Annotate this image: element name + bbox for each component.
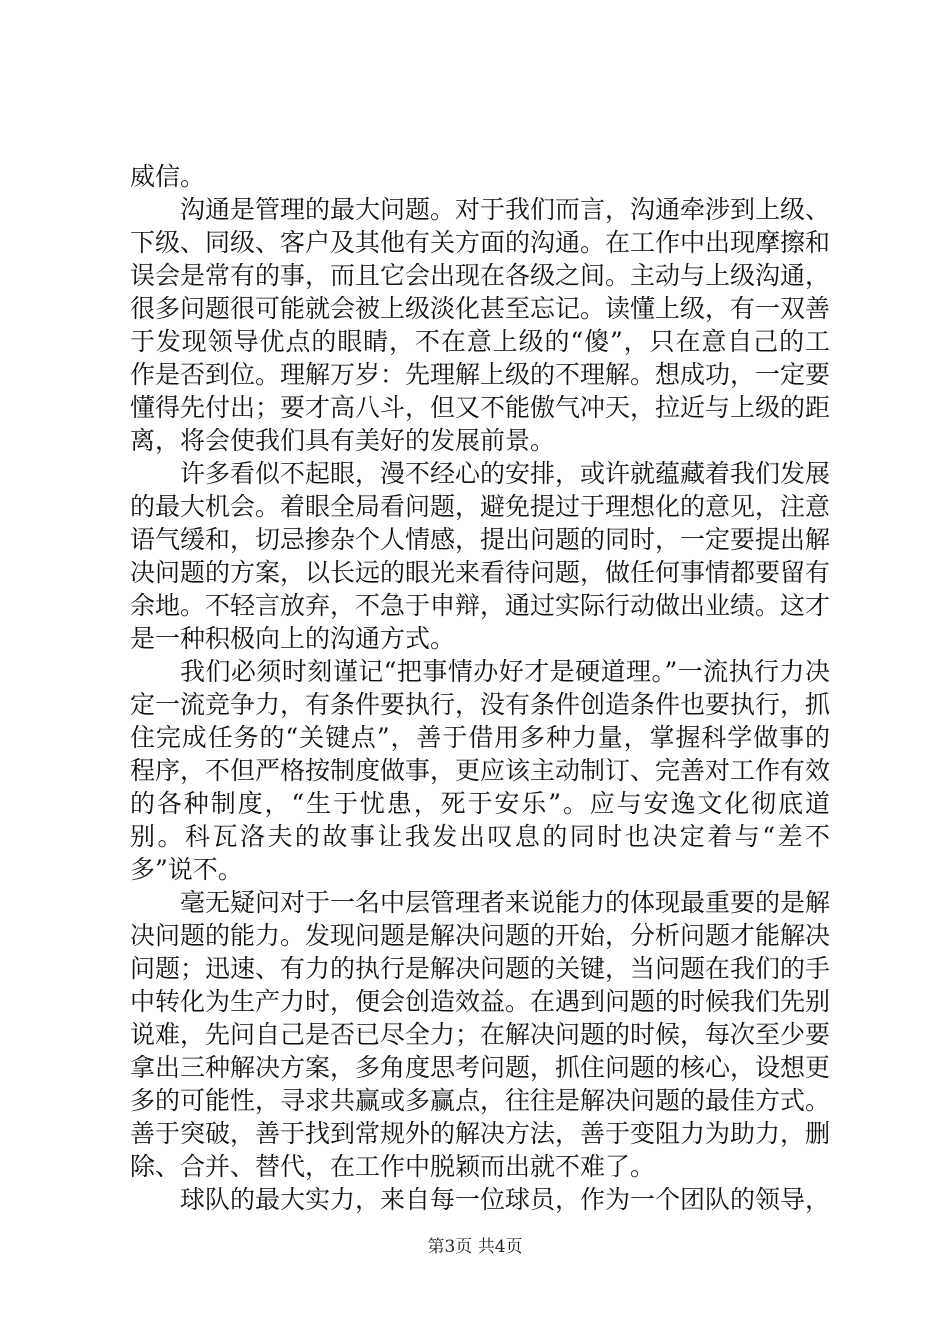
paragraph-5: 毫无疑问对于一名中层管理者来说能力的体现最重要的是解决问题的能力。发现问题是解决问题的开始，分析问题才能解决问题；迅速、有力的执行是解决问题的关键，当问题在我们的手中转化为生产力时，便会创造效益。在遇到问题的时候我们先别说难，先问自己是否已尽全力；在解决问题的时候，每次至少要拿出三种解决方案，多角度思考问题，抓住问题的核心，设想更多的可能性，寻求共赢或多赢点，往往是解决问题的最佳方式。善于突破，善于找到常规外的解决方法，善于变阻力为助力，删除、合并、替代，在工作中脱颖而出就不难了。 — [130, 888, 831, 1181]
paragraph-4: 我们必须时刻谨记“把事情办好才是硬道理。”一流执行力决定一流竞争力，有条件要执行，没有条件创造条件也要执行，抓住完成任务的“关键点”，善于借用多种力量，掌握科学做事的程序，不但严格按制度做事，更应该主动制订、完善对工作有效的各种制度，“生于忧患，死于安乐”。应与安逸文化彻底道别。科瓦洛夫的故事让我发出叹息的同时也决定着与“差不多”说不。 — [130, 657, 831, 884]
document-body — [130, 160, 830, 1216]
paragraph-1: 威信。 — [130, 162, 206, 191]
paragraph-6: 球队的最大实力，来自每一位球员，作为一个团队的领导， — [180, 1185, 831, 1214]
paragraph-3: 许多看似不起眼，漫不经心的安排，或许就蕴藏着我们发展的最大机会。着眼全局看问题，避免提过于理想化的意见，注意语气缓和，切忌掺杂个人情感，提出问题的同时，一定要提出解决问题的方案，以长远的眼光来看待问题，做任何事情都要留有余地。不轻言放弃，不急于申辩，通过实际行动做出业绩。这才是一种积极向上的沟通方式。 — [130, 459, 831, 653]
paragraph-2: 沟通是管理的最大问题。对于我们而言，沟通牵涉到上级、下级、同级、客户及其他有关方面的沟通。在工作中出现摩擦和误会是常有的事，而且它会出现在各级之间。主动与上级沟通，很多问题很可能就会被上级淡化甚至忘记。读懂上级，有一双善于发现领导优点的眼睛，不在意上级的“傻”，只在意自己的工作是否到位。理解万岁：先理解上级的不理解。想成功，一定要懂得先付出；要才高八斗，但又不能傲气冲天，拉近与上级的距离，将会使我们具有美好的发展前景。 — [130, 195, 831, 455]
page-footer — [0, 1232, 950, 1257]
page-number-label: 第3页 共4页 — [427, 1237, 523, 1257]
